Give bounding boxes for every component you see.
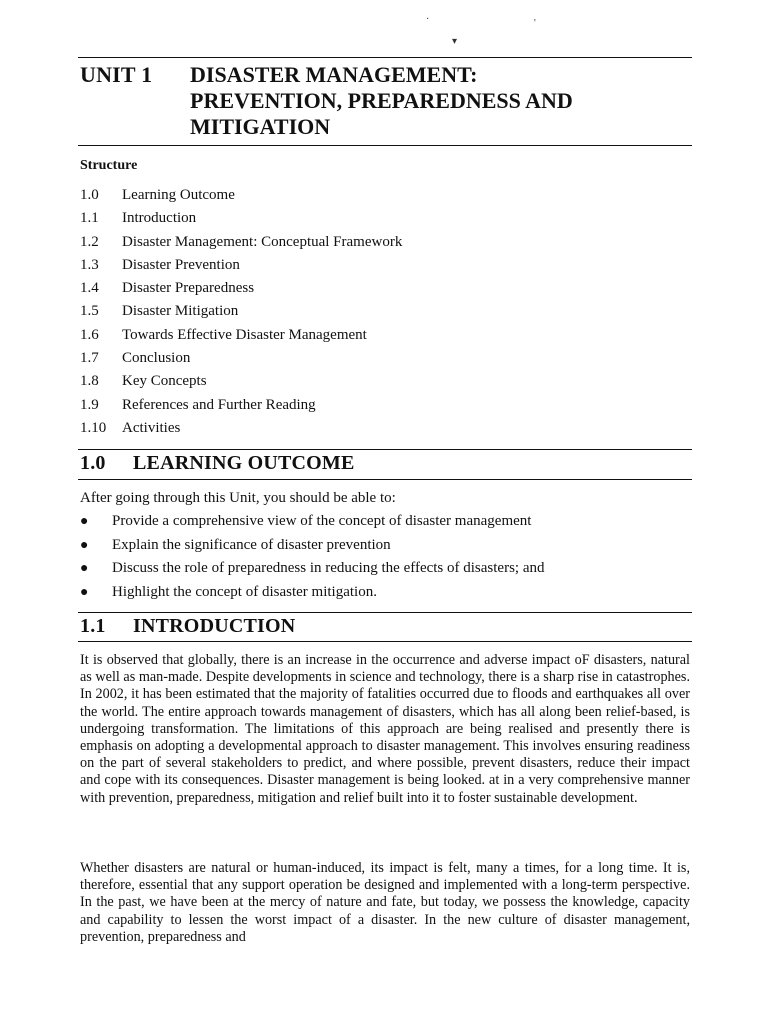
list-item-text: Provide a comprehensive view of the concept of disaster management xyxy=(112,513,532,529)
scan-speck: ' xyxy=(534,18,536,29)
unit-title-line: DISASTER MANAGEMENT: xyxy=(190,62,478,87)
learning-outcome-intro: After going through this Unit, you should be able to: xyxy=(80,490,396,506)
structure-item-label: Disaster Mitigation xyxy=(122,303,239,320)
unit-title-line: PREVENTION, PREPAREDNESS AND xyxy=(190,88,573,113)
structure-item xyxy=(80,371,402,394)
introduction-paragraph: Whether disasters are natural or human-induced, its impact is felt, many a times, for a long time. It is, therefore, essential that any support operation be designed and implemented with a long-term perspective. In the past, we have been at the mercy of nature and fate, but today, we possess the knowledge, capacity and capability to lessen the worst impact of a disaster. In the new culture of disaster management, prevention, preparedness and xyxy=(80,860,690,945)
structure-item-number: 1.6 xyxy=(80,326,99,343)
structure-item-label: References and Further Reading xyxy=(122,396,316,413)
structure-item-label: Key Concepts xyxy=(122,373,207,390)
header-bottom-rule xyxy=(78,145,692,146)
unit-title xyxy=(190,62,690,140)
list-item xyxy=(80,558,545,582)
structure-item-label: Introduction xyxy=(122,210,197,227)
structure-item xyxy=(80,278,402,301)
structure-item-label: Activities xyxy=(122,419,181,436)
learning-outcome-list xyxy=(80,511,545,605)
list-item xyxy=(80,511,545,535)
section-top-rule xyxy=(78,449,692,450)
structure-item-number: 1.9 xyxy=(80,396,99,413)
structure-item-number: 1.10 xyxy=(80,419,107,436)
structure-item-label: Disaster Preparedness xyxy=(122,280,255,297)
structure-item-label: Conclusion xyxy=(122,350,191,367)
introduction-heading xyxy=(80,615,295,638)
scan-speck: · xyxy=(426,14,430,25)
section-top-rule xyxy=(78,612,692,613)
structure-list xyxy=(80,185,402,441)
structure-item xyxy=(80,325,402,348)
list-item xyxy=(80,535,545,559)
structure-item xyxy=(80,348,402,371)
structure-item xyxy=(80,208,402,231)
section-bottom-rule xyxy=(78,479,692,480)
section-bottom-rule xyxy=(78,641,692,642)
list-item-text: Discuss the role of preparedness in reducing the effects of disasters; and xyxy=(112,560,545,576)
header-top-rule xyxy=(78,57,692,58)
scan-speck: ▾ xyxy=(452,36,458,47)
structure-item-number: 1.0 xyxy=(80,187,99,203)
unit-title-line: MITIGATION xyxy=(190,114,331,139)
structure-item-label: Disaster Prevention xyxy=(122,256,240,273)
list-item xyxy=(80,582,545,606)
structure-item xyxy=(80,418,402,441)
structure-item-label: Disaster Management: Conceptual Framework xyxy=(122,233,403,250)
structure-item xyxy=(80,185,402,208)
unit-label: UNIT 1 xyxy=(80,62,153,87)
structure-item xyxy=(80,255,402,278)
list-item-text: Explain the significance of disaster prevention xyxy=(112,536,391,553)
section-title: INTRODUCTION xyxy=(133,615,296,637)
structure-item-number: 1.3 xyxy=(80,256,99,273)
section-number: 1.0 xyxy=(80,452,106,474)
structure-item xyxy=(80,301,402,324)
bullet-icon: ● xyxy=(80,561,89,576)
bullet-icon: ● xyxy=(80,584,89,600)
structure-item-number: 1.8 xyxy=(80,373,99,390)
section-title: LEARNING OUTCOME xyxy=(133,452,355,474)
structure-item-number: 1.1 xyxy=(80,210,99,227)
structure-item-number: 1.4 xyxy=(80,280,99,297)
introduction-paragraph: It is observed that globally, there is an increase in the occurrence and adverse impact oF disasters, natural as well as man-made. Despite developments in science and technology, there is a sharp rise in catastrophes. In 2002, it has been estimated that the majority of fatalities occurred due to floods and earthquakes all over the world. The entire approach towards management of disasters, which has all along been relief-based, is undergoing transformation. The limitations of this approach are being realised and presently there is emphasis on adopting a developmental approach to disaster management. This involves ensuring readiness on the part of several stakeholders to predict, and where possible, prevent disasters, reduce their impact and cope with its consequences. Disaster management is being looked. at in a very comprehensive manner with prevention, preparedness, mitigation and relief built into it to foster sustainable development. xyxy=(80,652,690,806)
structure-item-number: 1.2 xyxy=(80,233,99,250)
structure-item-label: Towards Effective Disaster Management xyxy=(122,326,367,343)
structure-item-number: 1.7 xyxy=(80,350,99,367)
list-item-text: Highlight the concept of disaster mitigation. xyxy=(112,583,377,600)
structure-item-label: Learning Outcome xyxy=(122,187,235,203)
structure-item xyxy=(80,395,402,418)
structure-heading: Structure xyxy=(80,158,138,173)
structure-item xyxy=(80,232,402,255)
bullet-icon: ● xyxy=(80,514,89,529)
section-number: 1.1 xyxy=(80,615,106,637)
learning-outcome-heading xyxy=(80,452,355,475)
structure-item-number: 1.5 xyxy=(80,303,99,320)
bullet-icon: ● xyxy=(80,537,89,553)
